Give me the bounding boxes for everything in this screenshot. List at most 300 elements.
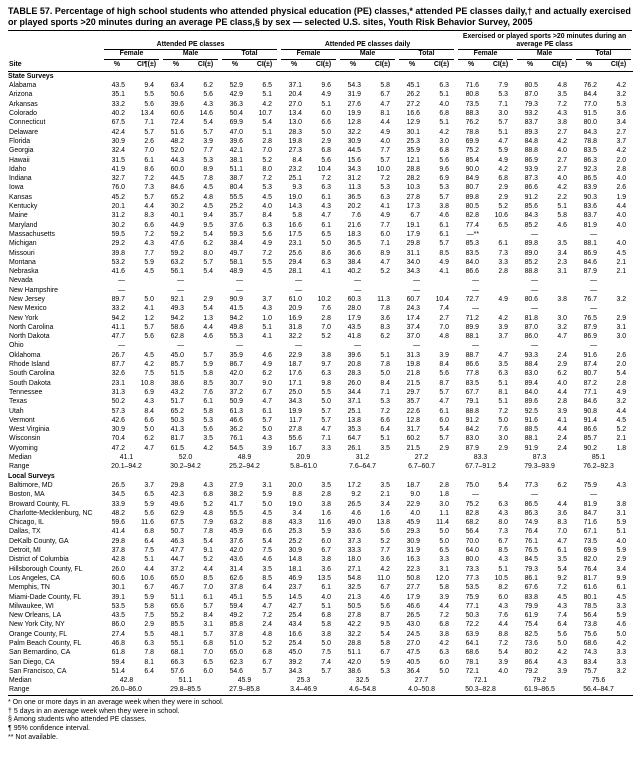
value-cell: 3.5	[262, 565, 273, 573]
value-cell: 55.1	[170, 639, 184, 647]
value-cell: 72.1	[465, 667, 480, 675]
value-cell: 7.2	[321, 175, 332, 183]
value-cell: 10.8	[140, 379, 154, 387]
value-cell: 3.9	[498, 658, 509, 666]
value-cell: 16.7	[288, 444, 303, 452]
value-cell: 28.0	[347, 305, 362, 313]
value-cell: 9.6	[439, 165, 450, 173]
value-cell: —	[413, 342, 421, 350]
value-cell: 4.2	[616, 639, 627, 647]
site-cell: DeKalb County, GA	[9, 537, 69, 545]
value-cell: 5.7	[203, 128, 213, 136]
value-cell: 45.0	[288, 649, 303, 657]
value-cell: 5.1	[262, 128, 273, 136]
value-cell: 6.2	[557, 370, 568, 378]
value-cell: 7.6	[351, 212, 362, 220]
value-cell: 8.7	[380, 612, 391, 620]
value-cell: 31.4	[229, 565, 243, 573]
value-cell: 6.4	[380, 426, 391, 434]
value-cell: 3.2	[557, 323, 568, 331]
value-cell: 39.1	[111, 593, 125, 601]
value-cell: 42.8	[119, 677, 134, 685]
value-cell: 14.6	[199, 110, 213, 118]
value-cell: 52.9	[229, 82, 243, 90]
value-cell: 5.9	[262, 491, 273, 499]
value-cell: 5.6	[439, 370, 450, 378]
site-cell: Hawaii	[9, 156, 30, 164]
value-cell: 36.2	[229, 426, 243, 434]
value-cell: 4.1	[262, 333, 273, 341]
value-cell: —	[177, 286, 184, 294]
percent-header: %	[102, 60, 132, 71]
value-cell: 27.2	[406, 100, 421, 108]
value-cell: 61.5	[170, 444, 184, 452]
value-cell: 13.5	[317, 574, 332, 582]
value-cell: 8.1	[498, 388, 509, 396]
table-row	[8, 509, 633, 518]
site-cell: Wisconsin	[9, 435, 41, 443]
value-cell: 6.3	[439, 649, 450, 657]
value-cell: 4.4	[380, 119, 391, 127]
value-cell: 29.2	[111, 240, 125, 248]
value-cell: 30.2	[170, 203, 184, 211]
value-cell: 7.5	[144, 547, 154, 555]
value-cell: 51.1	[229, 165, 243, 173]
value-cell: 4.1	[144, 305, 154, 313]
value-cell: 25.2–94.2	[229, 463, 260, 471]
value-cell: 84.5	[524, 556, 539, 564]
value-cell: 4.9	[498, 296, 509, 303]
value-cell: 93.9	[524, 165, 539, 173]
value-cell: 5.0	[380, 370, 391, 378]
value-cell: 25.2	[288, 537, 303, 545]
value-cell: 3.8	[321, 556, 332, 564]
value-cell: 54.8	[347, 574, 362, 582]
site-cell: San Diego, CA	[9, 658, 55, 666]
value-cell: 12.0	[435, 574, 450, 582]
value-cell: 5.3	[380, 398, 391, 406]
value-cell: 8.9	[380, 249, 391, 257]
site-cell: Range	[9, 463, 30, 471]
value-cell: 48.2	[170, 137, 184, 145]
value-cell: 6.4	[144, 667, 154, 675]
site-cell: New York City, NY	[9, 621, 65, 629]
value-cell: 9.4	[144, 82, 154, 90]
value-cell: 6.7	[262, 658, 273, 666]
value-cell: 9.0	[410, 491, 421, 499]
value-cell: 7.2	[498, 407, 509, 415]
value-cell: 94.2	[229, 314, 243, 322]
value-cell: 85.2	[524, 221, 539, 229]
value-cell: 4.2	[498, 165, 509, 173]
value-cell: 7.7	[380, 221, 391, 229]
value-cell: 41.1	[119, 454, 134, 462]
value-cell: 6.8	[439, 147, 450, 155]
value-cell: 86.9	[583, 249, 598, 257]
value-cell: 6.1	[321, 584, 332, 592]
value-cell: 3.4	[557, 249, 568, 257]
value-cell: 5.6	[144, 509, 154, 517]
value-cell: 79.2	[524, 667, 539, 675]
value-cell: 43.0	[406, 621, 421, 629]
value-cell: 2.6	[616, 351, 627, 359]
value-cell: 91.2	[524, 193, 539, 201]
value-cell: 77.1	[465, 602, 480, 610]
value-cell: 3.4	[616, 565, 627, 573]
value-cell: 60.2	[406, 435, 421, 443]
value-cell: 30.9	[347, 137, 362, 145]
value-cell: 47.7	[170, 547, 184, 555]
site-cell: Missouri	[9, 249, 35, 257]
value-cell: 75.9	[465, 593, 480, 601]
value-cell: 44.9	[170, 221, 184, 229]
value-cell: 51.6	[170, 128, 184, 136]
value-cell: 32.7	[111, 175, 125, 183]
table-row	[8, 351, 633, 360]
value-cell: 8.4	[262, 212, 273, 220]
value-cell: 41.9	[111, 165, 125, 173]
value-cell: 37.8	[111, 547, 125, 555]
table-row	[8, 90, 633, 99]
value-cell: 5.7	[498, 119, 509, 127]
value-cell: 33.2	[111, 305, 125, 313]
value-cell: 4.6	[380, 593, 391, 601]
value-cell: 3.0	[439, 137, 450, 145]
value-cell: 2.1	[616, 435, 627, 443]
table-row	[8, 239, 633, 248]
value-cell: 86.6	[583, 426, 598, 434]
table-row	[8, 304, 633, 313]
value-cell: 43.5	[347, 323, 362, 331]
value-cell: 25.3	[296, 677, 311, 685]
value-cell: 7.5	[144, 612, 154, 620]
value-cell: 61.9	[524, 612, 539, 620]
value-cell: 4.0	[616, 221, 627, 229]
value-cell: 81.9	[583, 500, 598, 508]
site-cell: Alabama	[9, 82, 37, 90]
value-cell: 4.1	[557, 416, 568, 424]
value-cell: 27.2	[414, 454, 429, 462]
value-cell: 94.2	[111, 314, 125, 322]
value-cell: 5.2	[616, 426, 627, 434]
value-cell: 50.6	[170, 91, 184, 99]
value-cell: 70.0	[465, 537, 480, 545]
value-cell: 55.6	[288, 435, 303, 443]
value-cell: 80.0	[465, 556, 480, 564]
value-cell: 11.6	[318, 519, 332, 527]
value-cell: 23.1	[111, 379, 125, 387]
value-cell: 31.2	[347, 175, 362, 183]
value-cell: 89.4	[524, 379, 539, 387]
table-row	[8, 602, 633, 611]
value-cell: 29.8	[406, 240, 421, 248]
value-cell: 3.4–46.9	[290, 686, 317, 694]
value-cell: 31.1	[406, 249, 421, 257]
value-cell: 3.5	[203, 435, 213, 443]
value-cell: 19.8	[406, 361, 421, 369]
value-cell: 78.5	[583, 602, 598, 610]
value-cell: 42.1	[229, 147, 243, 155]
value-cell: 2.9	[203, 296, 213, 303]
value-cell: 27.1	[347, 565, 362, 573]
value-cell: 87.4	[583, 361, 598, 369]
value-cell: 5.4	[380, 630, 391, 638]
value-cell: 5.1	[616, 528, 627, 536]
value-cell: 6.4	[262, 584, 273, 592]
value-cell: 5.2	[203, 556, 213, 564]
value-cell: 35.9	[406, 147, 421, 155]
value-cell: 2.8	[262, 137, 273, 145]
value-cell: 20.2	[347, 203, 362, 211]
value-cell: 44.3	[170, 156, 184, 164]
value-cell: 85.7	[583, 435, 598, 443]
value-cell: 5.4	[439, 426, 450, 434]
site-cell: North Carolina	[9, 323, 54, 331]
value-cell: 6.2	[203, 82, 213, 90]
value-cell: 86.4	[524, 658, 539, 666]
value-cell: 5.4	[203, 230, 213, 238]
value-cell: 18.7	[406, 481, 421, 489]
value-cell: —	[177, 277, 184, 285]
value-cell: 25.2	[229, 203, 243, 211]
value-cell: 27.8	[406, 193, 421, 201]
value-cell: 91.9	[524, 444, 539, 452]
value-cell: 7.8	[203, 175, 213, 183]
value-cell: 3.8	[439, 630, 450, 638]
value-cell: 32.4	[111, 147, 125, 155]
value-cell: 4.9	[262, 240, 273, 248]
value-cell: 7.9	[203, 519, 213, 527]
value-cell: 16.9	[288, 314, 303, 322]
value-cell: 4.7	[439, 398, 450, 406]
value-cell: 22.9	[288, 351, 303, 359]
value-cell: 86.7	[229, 361, 243, 369]
value-cell: —	[413, 286, 421, 294]
value-cell: 4.6	[616, 621, 627, 629]
table-row	[8, 267, 633, 276]
value-cell: 35.7	[406, 398, 421, 406]
value-cell: 68.6	[465, 649, 480, 657]
value-cell: 88.7	[465, 351, 480, 359]
site-cell: New Orleans, LA	[9, 612, 62, 620]
value-cell: 1.0	[262, 314, 273, 322]
value-cell: 36.5	[347, 240, 362, 248]
value-cell: 6.8	[439, 621, 450, 629]
table-row	[8, 379, 633, 388]
site-cell: Colorado	[9, 110, 37, 118]
value-cell: 80.6	[524, 296, 539, 303]
value-cell: 37.2	[170, 565, 184, 573]
site-cell: Baltimore, MD	[9, 481, 53, 489]
summary-row	[8, 453, 633, 462]
value-cell: 6.1	[262, 407, 273, 415]
subheader-total: Total	[574, 50, 633, 60]
value-cell: 7.6–64.7	[349, 463, 376, 471]
value-cell: 36.3	[229, 100, 243, 108]
value-cell: —	[590, 230, 598, 238]
value-cell: 82.8	[465, 212, 480, 220]
value-cell: 27.7	[406, 584, 421, 592]
value-cell: 6.8	[321, 612, 332, 620]
value-cell: 28.2	[406, 175, 421, 183]
value-cell: —	[354, 286, 362, 294]
footnote: * On one or more days in an average week when they were in school.	[8, 698, 224, 706]
site-cell: Utah	[9, 407, 24, 415]
value-cell: 49.0	[347, 519, 362, 527]
value-cell: 6.7	[380, 584, 391, 592]
value-cell: 25.1	[288, 175, 303, 183]
value-cell: 4.2	[557, 184, 568, 192]
value-cell: 4.3	[498, 556, 509, 564]
value-cell: 38.6	[170, 379, 184, 387]
value-cell: 6.1	[439, 221, 450, 229]
value-cell: 30.2	[111, 221, 125, 229]
value-cell: 5.2	[203, 500, 213, 508]
value-cell: 5.7	[203, 258, 213, 266]
value-cell: 87.9	[465, 444, 480, 452]
value-cell: 88.8	[465, 407, 480, 415]
value-cell: 4.7	[321, 426, 332, 434]
value-cell: 75.2	[465, 147, 480, 155]
value-cell: 4.5	[262, 268, 273, 276]
value-cell: 7.8	[380, 305, 391, 313]
value-cell: 8.7	[439, 379, 450, 387]
value-cell: 91.6	[524, 416, 539, 424]
ci-header: CI(±)	[545, 60, 574, 71]
value-cell	[191, 341, 220, 350]
value-cell: 6.9	[144, 388, 154, 396]
ci-header: CI(±)	[191, 60, 220, 71]
value-cell: 76.7	[583, 296, 598, 303]
value-cell: 4.4	[557, 500, 568, 508]
value-cell: 79.3	[524, 100, 539, 108]
value-cell: 5.7	[144, 323, 154, 331]
site-cell: Charlotte-Mecklenburg, NC	[9, 509, 93, 517]
value-cell: 4.7	[262, 398, 273, 406]
value-cell: 4.3	[616, 481, 627, 489]
value-cell: 62.6	[229, 574, 243, 582]
value-cell: 44.7	[170, 556, 184, 564]
value-cell: 7.2	[144, 230, 154, 238]
table-row	[8, 555, 633, 564]
value-cell: 5.2	[262, 639, 273, 647]
value-cell: 76.1	[524, 537, 539, 545]
value-cell: 92.1	[170, 296, 184, 303]
value-cell: 6.0	[380, 230, 391, 238]
value-cell: 7.3	[144, 184, 154, 192]
value-cell: 4.5	[203, 203, 213, 211]
percent-header: %	[279, 60, 309, 71]
value-cell: 4.2	[557, 649, 568, 657]
value-cell: 13.8	[347, 416, 362, 424]
value-cell: 5.6	[321, 156, 332, 164]
value-cell: 3.9	[557, 407, 568, 415]
table-title: TABLE 57. Percentage of high school students who attended physical education (PE) classes,* attended PE classes daily,† and actually exercised or played sports >20 minutes during an average PE class,§ by sex — selected U.S. sites, Youth Risk Behavior Survey, 2005	[8, 6, 631, 27]
value-cell: 7.8	[203, 528, 213, 536]
value-cell: 82.8	[465, 509, 480, 517]
value-cell: —	[531, 342, 539, 350]
value-cell: 3.3	[616, 658, 627, 666]
value-cell: —	[531, 277, 539, 285]
value-cell: 28.8	[347, 639, 362, 647]
value-cell: 49.6	[170, 500, 184, 508]
value-cell: 5.6	[380, 528, 391, 536]
value-cell: 6.1	[498, 240, 509, 248]
value-cell: 30.7	[229, 379, 243, 387]
value-cell: 22.6	[406, 407, 421, 415]
table-row	[8, 574, 633, 583]
value-cell: 7.2	[498, 639, 509, 647]
value-cell: 3.8	[616, 500, 627, 508]
value-cell: 9.4	[203, 212, 213, 220]
table-row	[8, 658, 633, 667]
table-row	[8, 230, 633, 239]
table-row	[8, 100, 633, 109]
value-cell: 86.3	[524, 509, 539, 517]
value-cell: 5.4	[203, 537, 213, 545]
subheader-male: Male	[515, 50, 574, 60]
value-cell: 91.4	[583, 416, 598, 424]
value-cell: 3.1	[203, 621, 213, 629]
value-cell: 5.0	[498, 416, 509, 424]
value-cell: 4.0	[616, 537, 627, 545]
value-cell: —	[590, 342, 598, 350]
value-cell: 83.4	[583, 658, 598, 666]
value-cell: 88.1	[465, 333, 480, 341]
value-cell: 50.2	[111, 398, 125, 406]
value-cell: 11.4	[436, 519, 450, 527]
value-cell: 9.5	[203, 221, 213, 229]
value-cell: 67.5	[170, 519, 184, 527]
subheader-total: Total	[220, 50, 279, 60]
value-cell: 68.2	[465, 519, 480, 527]
site-cell: Arizona	[9, 91, 33, 99]
value-cell: 7.0	[557, 528, 568, 536]
value-cell: 85.1	[591, 454, 606, 462]
ci-header: CI(±)	[309, 60, 338, 71]
value-cell	[545, 230, 574, 239]
value-cell: 5.6	[380, 602, 391, 610]
value-cell: 19.9	[347, 110, 362, 118]
value-cell: 5.0	[439, 528, 450, 536]
value-cell: 6.8	[321, 147, 332, 155]
value-cell	[368, 276, 397, 285]
value-cell: 33.6	[347, 528, 362, 536]
value-cell: 88.8	[524, 268, 539, 276]
value-cell: 85.8	[229, 621, 243, 629]
site-cell: Nebraska	[9, 268, 39, 276]
value-cell: 6.8	[439, 110, 450, 118]
value-cell: 5.9	[144, 258, 154, 266]
value-cell	[545, 304, 574, 313]
table-row	[8, 286, 633, 295]
value-cell: 76.0	[111, 184, 125, 192]
value-cell: 5.7	[439, 388, 450, 396]
value-cell: 7.7	[203, 147, 213, 155]
value-cell: 78.1	[465, 658, 480, 666]
value-cell: 3.7	[498, 333, 509, 341]
value-cell	[427, 276, 456, 285]
value-cell: 26.0	[347, 379, 362, 387]
value-cell: 39.6	[229, 137, 243, 145]
table-row	[8, 276, 633, 285]
value-cell: 5.4	[498, 481, 509, 489]
value-cell: 90.3	[583, 193, 598, 201]
table-row	[8, 425, 633, 434]
value-cell: 5.3	[498, 91, 509, 99]
value-cell: 4.0	[498, 667, 509, 675]
value-cell: 7.0	[203, 584, 213, 592]
